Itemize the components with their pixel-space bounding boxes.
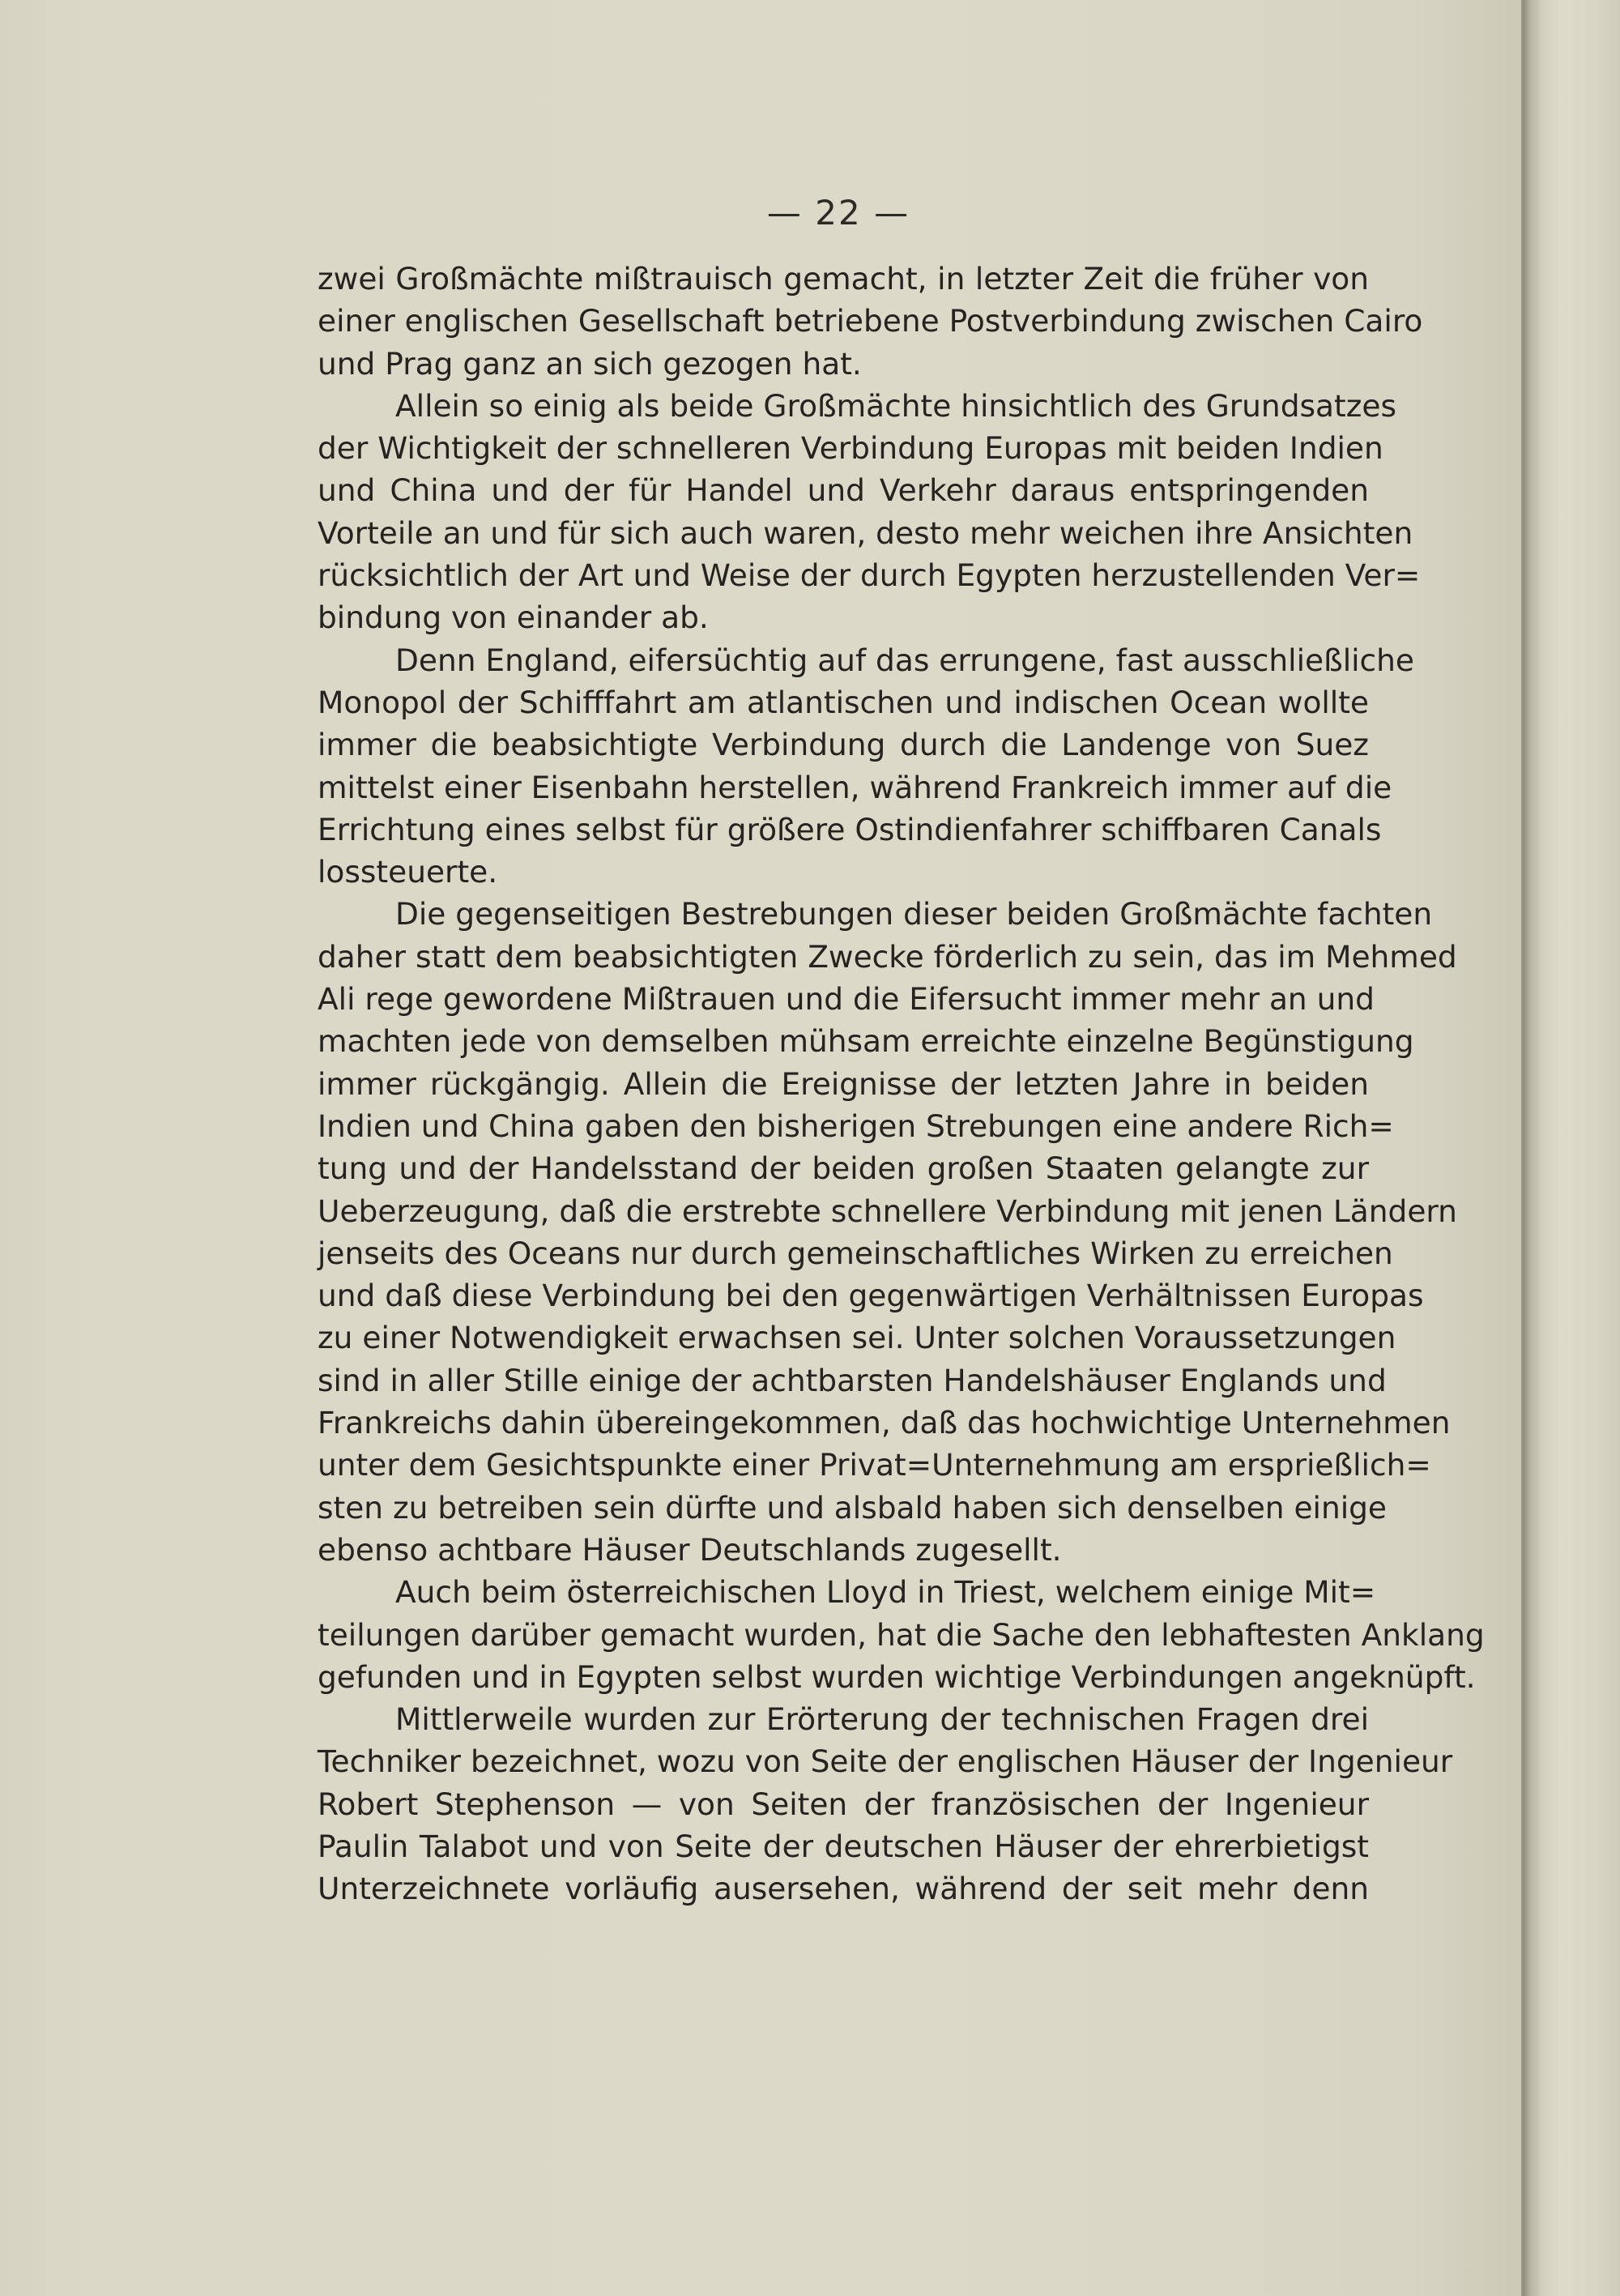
text-line: tung und der Handelsstand der beiden großen Staaten gelangte zur	[318, 1150, 1369, 1187]
body-text	[318, 258, 1485, 1910]
text-line: immer die beabsichtigte Verbindung durch die Landenge von Suez	[318, 727, 1369, 763]
text-line: jenseits des Oceans nur durch gemeinschaftliches Wirken zu erreichen	[318, 1235, 1393, 1271]
text-line: Monopol der Schifffahrt am atlantischen und indischen Ocean wollte	[318, 684, 1369, 720]
text-line: gefunden und in Egypten selbst wurden wichtige Verbindungen angeknüpft.	[318, 1658, 1476, 1695]
next-page-edge	[1523, 0, 1620, 2296]
text-line: Ali rege gewordene Mißtrauen und die Eifersucht immer mehr an und	[318, 981, 1375, 1018]
text-line: sind in aller Stille einige der achtbarsten Handelshäuser Englands und	[318, 1362, 1387, 1398]
text-line: mittelst einer Eisenbahn herstellen, während Frankreich immer auf die	[318, 769, 1392, 805]
text-line: rücksichtlich der Art und Weise der durch Egypten herzustellenden Ver=	[318, 557, 1421, 594]
text-line: und daß diese Verbindung bei den gegenwärtigen Verhältnissen Europas	[318, 1278, 1424, 1314]
paragraph	[318, 258, 1423, 385]
page-number: — 22 —	[766, 193, 910, 233]
text-line: zwei Großmächte mißtrauisch gemacht, in letzter Zeit die früher von	[318, 261, 1369, 297]
text-line: machten jede von demselben mühsam erreichte einzelne Begünstigung	[318, 1023, 1414, 1060]
paragraph	[318, 1571, 1485, 1698]
text-line: Techniker bezeichnet, wozu von Seite der englischen Häuser der Ingenieur	[318, 1743, 1453, 1780]
text-line: sten zu betreiben sein dürfte und alsbald haben sich denselben einige	[318, 1489, 1388, 1526]
text-line: Frankreichs dahin übereingekommen, daß das hochwichtige Unternehmen	[318, 1405, 1451, 1441]
text-line: und Prag ganz an sich gezogen hat.	[318, 345, 862, 382]
text-line: Vorteile an und für sich auch waren, desto mehr weichen ihre Ansichten	[318, 514, 1413, 551]
text-line: Unterzeichnete vorläufig ausersehen, während der seit mehr denn	[318, 1871, 1369, 1907]
text-line: immer rückgängig. Allein die Ereignisse der letzten Jahre in beiden	[318, 1065, 1369, 1102]
text-line: ebenso achtbare Häuser Deutschlands zugesellt.	[318, 1531, 1062, 1568]
text-line: Denn England, eifersüchtig auf das errungene, fast ausschließliche	[395, 642, 1415, 678]
paragraph	[318, 639, 1415, 894]
text-line: Robert Stephenson — von Seiten der französischen der Ingenieur	[318, 1786, 1369, 1822]
text-line: Paulin Talabot und von Seite der deutschen Häuser der ehrerbietigst	[318, 1828, 1369, 1864]
text-line: Die gegenseitigen Bestrebungen dieser beiden Großmächte fachten	[395, 896, 1433, 932]
paragraph	[318, 385, 1421, 639]
text-line: daher statt dem beabsichtigten Zwecke förderlich zu sein, das im Mehmed	[318, 938, 1457, 975]
paragraph	[318, 893, 1457, 1571]
text-line: Indien und China gaben den bisherigen Strebungen eine andere Rich=	[318, 1107, 1394, 1144]
text-line: lossteuerte.	[318, 854, 498, 890]
paragraph	[318, 1698, 1453, 1910]
text-line: teilungen darüber gemacht wurden, hat die Sache den lebhaftesten Anklang	[318, 1616, 1485, 1653]
text-line: Allein so einig als beide Großmächte hinsichtlich des Grundsatzes	[395, 387, 1397, 424]
text-line: zu einer Notwendigkeit erwachsen sei. Unter solchen Voraussetzungen	[318, 1320, 1396, 1356]
text-line: Auch beim österreichischen Lloyd in Triest, welchem einige Mit=	[395, 1574, 1376, 1611]
text-line: der Wichtigkeit der schnelleren Verbindung Europas mit beiden Indien	[318, 430, 1383, 467]
text-line: einer englischen Gesellschaft betriebene Postverbindung zwischen Cairo	[318, 303, 1423, 339]
text-line: Mittlerweile wurden zur Erörterung der technischen Fragen drei	[395, 1701, 1369, 1738]
text-line: und China und der für Handel und Verkehr daraus entspringenden	[318, 472, 1369, 509]
text-line: Ueberzeugung, daß die erstrebte schnellere Verbindung mit jenen Ländern	[318, 1193, 1457, 1229]
text-line: unter dem Gesichtspunkte einer Privat=Unternehmung am ersprießlich=	[318, 1447, 1431, 1483]
text-line: Errichtung eines selbst für größere Ostindienfahrer schiffbaren Canals	[318, 811, 1382, 847]
text-line: bindung von einander ab.	[318, 600, 709, 636]
